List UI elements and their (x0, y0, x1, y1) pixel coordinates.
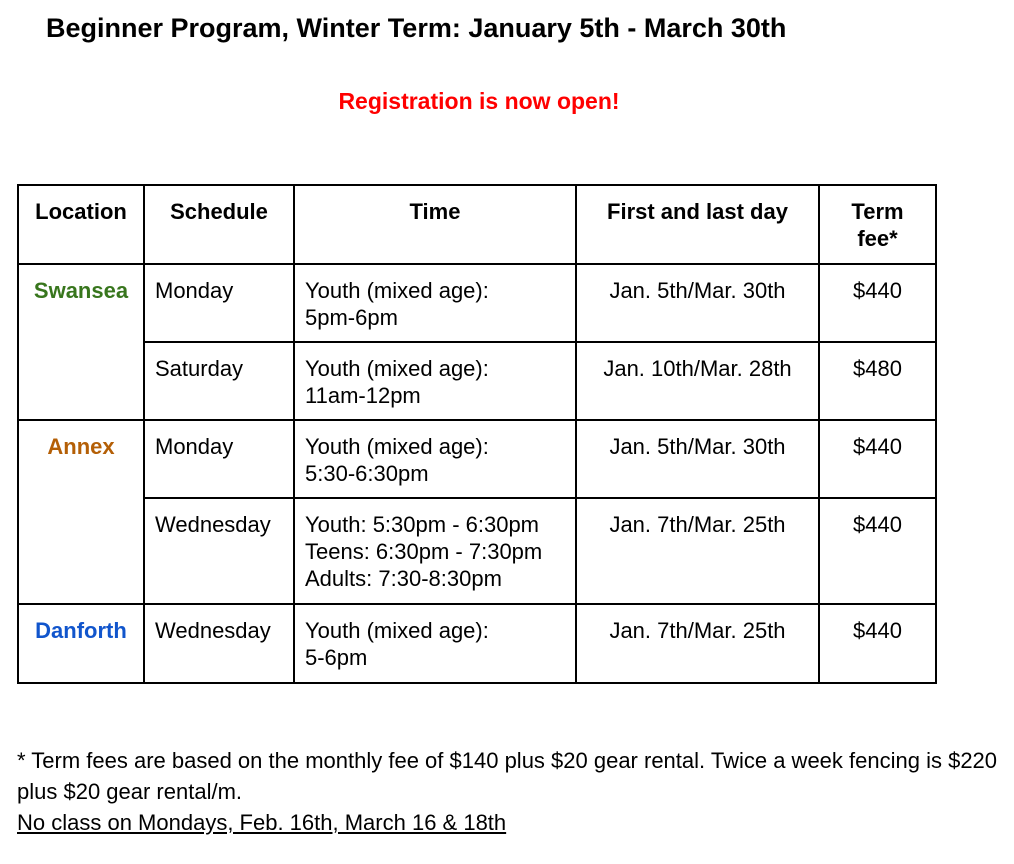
term-fee-cell: $440 (819, 498, 936, 604)
schedule-cell: Wednesday (144, 604, 294, 683)
header-schedule: Schedule (144, 185, 294, 264)
first-last-day-cell: Jan. 5th/Mar. 30th (576, 264, 819, 342)
time-cell (294, 420, 576, 498)
header-location: Location (18, 185, 144, 264)
time-line: Youth (mixed age): (305, 278, 489, 303)
time-line: 5:30-6:30pm (305, 461, 429, 486)
time-cell (294, 604, 576, 683)
first-last-day-cell: Jan. 7th/Mar. 25th (576, 498, 819, 604)
first-last-day-cell: Jan. 10th/Mar. 28th (576, 342, 819, 420)
time-line: 5-6pm (305, 645, 368, 670)
time-line: Youth (mixed age): (305, 356, 489, 381)
footnote-text: * Term fees are based on the monthly fee of $140 plus $20 gear rental. Twice a week fencing is $220 plus $20 gear rental/m. (17, 748, 998, 804)
term-fee-cell: $440 (819, 420, 936, 498)
location-empty (18, 498, 144, 604)
term-fee-cell: $440 (819, 264, 936, 342)
table-row (18, 420, 936, 498)
registration-announcement: Registration is now open! (338, 88, 620, 114)
table-row (18, 264, 936, 342)
schedule-table (17, 184, 937, 684)
schedule-cell: Monday (144, 264, 294, 342)
time-line: 5pm-6pm (305, 305, 398, 330)
header-first-last-day: First and last day (576, 185, 819, 264)
table-row (18, 604, 936, 683)
time-cell (294, 264, 576, 342)
time-line: Teens: 6:30pm - 7:30pm (305, 539, 543, 564)
page-title: Beginner Program, Winter Term: January 5th - March 30th (46, 13, 787, 43)
no-class-notice: No class on Mondays, Feb. 16th, March 16 & 18th (17, 810, 507, 835)
time-cell (294, 342, 576, 420)
time-line: Youth (mixed age): (305, 434, 489, 459)
time-line: 11am-12pm (305, 383, 421, 408)
first-last-day-cell: Jan. 7th/Mar. 25th (576, 604, 819, 683)
time-line: Adults: 7:30-8:30pm (305, 566, 502, 591)
table-header-row (18, 185, 936, 264)
term-fee-cell: $440 (819, 604, 936, 683)
time-cell (294, 498, 576, 604)
header-time: Time (294, 185, 576, 264)
header-term-fee: Term fee* (819, 185, 936, 264)
location-empty (18, 342, 144, 420)
table-row (18, 342, 936, 420)
schedule-cell: Wednesday (144, 498, 294, 604)
schedule-cell: Saturday (144, 342, 294, 420)
table-row (18, 498, 936, 604)
schedule-cell: Monday (144, 420, 294, 498)
first-last-day-cell: Jan. 5th/Mar. 30th (576, 420, 819, 498)
footnote (17, 745, 1012, 838)
location-swansea: Swansea (18, 264, 144, 342)
time-line: Youth (mixed age): (305, 618, 489, 643)
time-line: Youth: 5:30pm - 6:30pm (305, 512, 540, 537)
location-annex: Annex (18, 420, 144, 498)
location-danforth: Danforth (18, 604, 144, 683)
term-fee-cell: $480 (819, 342, 936, 420)
